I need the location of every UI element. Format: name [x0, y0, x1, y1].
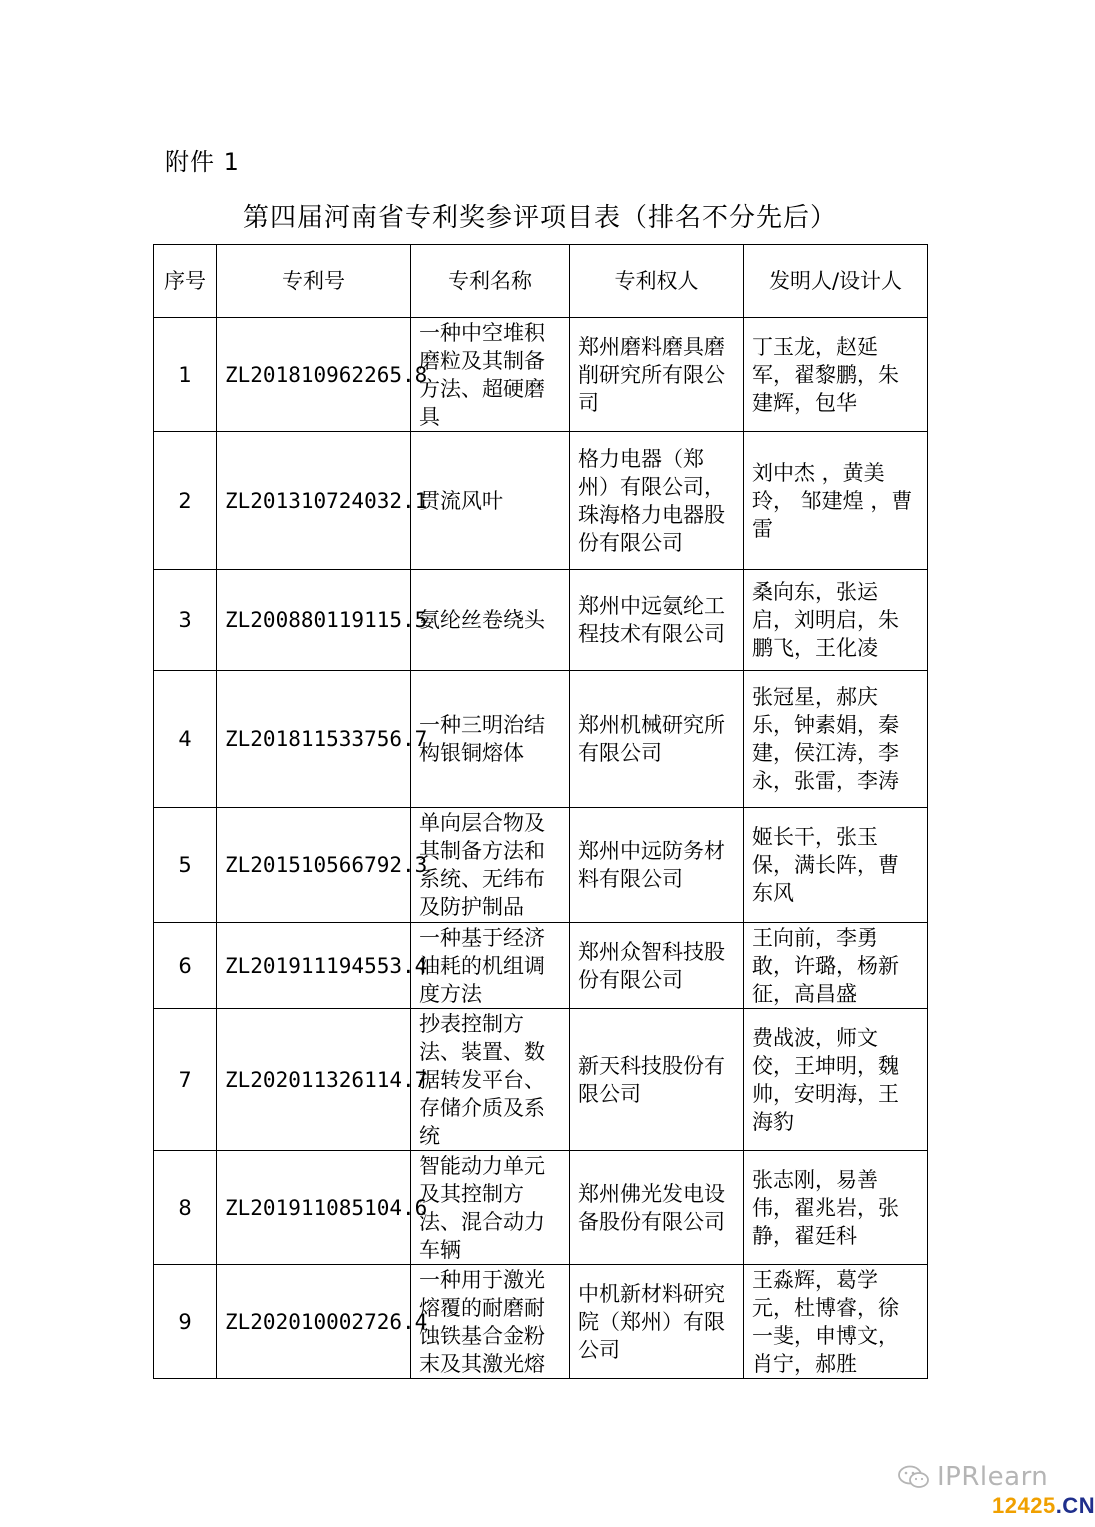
column-header-patent-name: 专利名称 [411, 245, 570, 318]
table-row [154, 1265, 928, 1379]
cell-patent-no: ZL201811533756.7 [217, 671, 411, 808]
cell-owner: 格力电器（郑州）有限公司，珠海格力电器股份有限公司 [570, 432, 744, 570]
cell-patent-no: ZL201911085104.6 [217, 1151, 411, 1265]
patent-table [153, 244, 928, 1379]
cell-owner: 郑州佛光发电设备股份有限公司 [570, 1151, 744, 1265]
table-row [154, 570, 928, 671]
cell-patent-no: ZL200880119115.5 [217, 570, 411, 671]
table-row [154, 318, 928, 432]
cell-patent-name: 抄表控制方法、装置、数据转发平台、存储介质及系统 [411, 1009, 570, 1151]
column-header-index: 序号 [154, 245, 217, 318]
site-logo-suffix: .CN [1055, 1493, 1095, 1518]
cell-patent-name: 氨纶丝卷绕头 [411, 570, 570, 671]
cell-patent-name: 智能动力单元及其控制方法、混合动力车辆 [411, 1151, 570, 1265]
cell-index: 2 [154, 432, 217, 570]
column-header-inventors: 发明人/设计人 [744, 245, 928, 318]
cell-owner: 新天科技股份有限公司 [570, 1009, 744, 1151]
watermark-text: IPRlearn [937, 1462, 1049, 1492]
document-title: 第四届河南省专利奖参评项目表（排名不分先后） [242, 203, 837, 233]
table-row [154, 923, 928, 1009]
cell-index: 6 [154, 923, 217, 1009]
table-row [154, 432, 928, 570]
cell-patent-name: 一种中空堆积磨粒及其制备方法、超硬磨具 [411, 318, 570, 432]
cell-patent-no: ZL202010002726.4 [217, 1265, 411, 1379]
cell-inventors: 姬长干，张玉保，满长阵，曹东风 [744, 808, 928, 923]
cell-inventors: 张冠星，郝庆乐，钟素娟，秦建，侯江涛，李永，张雷，李涛 [744, 671, 928, 808]
cell-index: 1 [154, 318, 217, 432]
watermark [897, 1462, 1048, 1492]
cell-patent-no: ZL201911194553.4 [217, 923, 411, 1009]
cell-inventors: 王淼辉，葛学元，杜博睿，徐一斐，申博文，肖宁，郝胜 [744, 1265, 928, 1379]
cell-inventors: 丁玉龙，赵延军，翟黎鹏，朱建辉，包华 [744, 318, 928, 432]
table-row [154, 808, 928, 923]
cell-owner: 郑州众智科技股份有限公司 [570, 923, 744, 1009]
cell-index: 9 [154, 1265, 217, 1379]
attachment-label: 附件 1 [165, 148, 240, 176]
wechat-icon [897, 1464, 931, 1490]
column-header-owner: 专利权人 [570, 245, 744, 318]
cell-patent-no: ZL201810962265.8 [217, 318, 411, 432]
cell-index: 3 [154, 570, 217, 671]
site-logo-number: 12425 [992, 1493, 1056, 1518]
table-row [154, 671, 928, 808]
cell-index: 8 [154, 1151, 217, 1265]
cell-patent-no: ZL201310724032.1 [217, 432, 411, 570]
cell-patent-name-text: 一种用于激光熔覆的耐磨耐蚀铁基合金粉末及其激光熔 [419, 1267, 545, 1376]
cell-inventors: 刘中杰 ，黄美玲， 邹建煌 ，曹雷 [744, 432, 928, 570]
cell-inventors: 王向前，李勇敢，许璐，杨新征，高昌盛 [744, 923, 928, 1009]
table-row [154, 1151, 928, 1265]
cell-inventors: 张志刚，易善伟，翟兆岩，张静，翟廷科 [744, 1151, 928, 1265]
cell-patent-name: 单向层合物及其制备方法和系统、无纬布及防护制品 [411, 808, 570, 923]
cell-index: 7 [154, 1009, 217, 1151]
cell-owner: 郑州中远防务材料有限公司 [570, 808, 744, 923]
cell-index: 5 [154, 808, 217, 923]
column-header-patent-no: 专利号 [217, 245, 411, 318]
cell-owner: 郑州磨料磨具磨削研究所有限公司 [570, 318, 744, 432]
cell-patent-name: 一种三明治结构银铜熔体 [411, 671, 570, 808]
cell-patent-name: 一种基于经济油耗的机组调度方法 [411, 923, 570, 1009]
cell-patent-name [411, 1265, 570, 1379]
cell-owner: 郑州中远氨纶工程技术有限公司 [570, 570, 744, 671]
cell-owner: 郑州机械研究所有限公司 [570, 671, 744, 808]
cell-inventors: 费战波，师文佼，王坤明，魏帅，安明海，王海豹 [744, 1009, 928, 1151]
cell-inventors: 桑向东，张运启，刘明启，朱鹏飞，王化凌 [744, 570, 928, 671]
cell-index: 4 [154, 671, 217, 808]
table-header-row [154, 245, 928, 318]
cell-patent-name: 贯流风叶 [411, 432, 570, 570]
site-logo [992, 1493, 1095, 1519]
cell-patent-no: ZL201510566792.3 [217, 808, 411, 923]
table-row [154, 1009, 928, 1151]
cell-owner: 中机新材料研究院（郑州）有限公司 [570, 1265, 744, 1379]
cell-patent-no: ZL202011326114.7 [217, 1009, 411, 1151]
